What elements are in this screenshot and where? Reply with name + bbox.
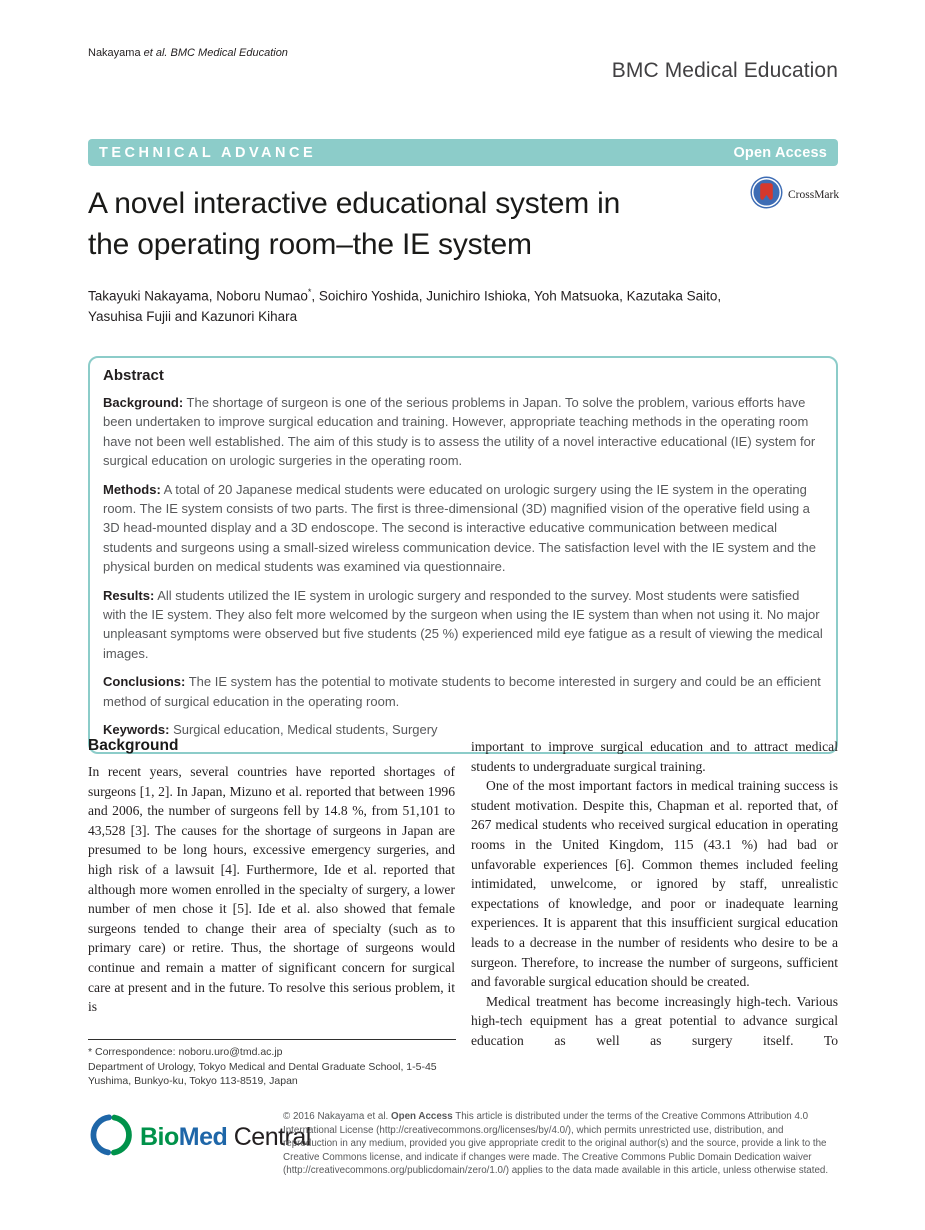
abstract-background-label: Background: bbox=[103, 395, 184, 410]
article-type-banner bbox=[88, 139, 838, 166]
author-names: Takayuki Nakayama, Noboru Numao bbox=[88, 288, 308, 304]
author-line-1 bbox=[88, 282, 721, 307]
abstract-conclusions-text: The IE system has the potential to motivate students to become interested in surgery and could be an efficient method of surgical education in the operating room. bbox=[103, 674, 821, 709]
body-paragraph: important to improve surgical education and to attract medical students to undergraduate surgical training. bbox=[471, 739, 838, 774]
logo-med: Med bbox=[178, 1123, 228, 1151]
body-paragraph: In recent years, several countries have reported shortages of surgeons [1, 2]. In Japan, Mizuno et al. reported that between 1996 and 2006, the number of surgeons fell by 14.8 %, from 51,101 to 43,528 [3]. The causes for the shortage of surgeons in Japan are presumed to be long hours, excessive emergency surgeries, and high risk of a lawsuit [4]. Furthermore, Ide et al. reported that although more women enrolled in the specialty of surgery, a lower number of men chose it [5]. Ide et al. also showed that female surgeons tended to change their area of specialty (such as to primary care) or retire. Thus, the shortage of surgeons would continue and remain a matter of significant concern for surgical care at present and in the future. To resolve this serious problem, it is bbox=[88, 764, 455, 1015]
article-title-line1: A novel interactive educational system in bbox=[88, 187, 621, 220]
crossmark-badge[interactable] bbox=[750, 176, 839, 214]
license-text: This article is distributed under the terms of the Creative Commons Attribution 4.0 International License (http://creativecommons.org/licenses/by/4.0/), which permits unrestricted use, distribution, and reproduction in any medium, provided you give appropriate credit to the original author(s) and the source, provide a link to the Creative Commons license, and indicate if changes were made. The Creative Commons Public Domain Dedication waiver (http://creativecommons.org/publicdomain/zero/1.0/) applies to the data made available in this article, unless otherwise stated. bbox=[283, 1111, 829, 1176]
citation-journal-italic: et al. BMC Medical Education bbox=[143, 47, 288, 59]
abstract-keywords-label: Keywords: bbox=[103, 722, 170, 738]
crossmark-icon bbox=[750, 176, 783, 214]
abstract-background-text: The shortage of surgeon is one of the serious problems in Japan. To solve the problem, various efforts have been undertaken to improve surgical education and training. However, appropriate teaching methods in the operating room have not been well established. The aim of this study is to assess the utility of a novel interactive educational (IE) system for surgical education on urologic surgeries in the operating room. bbox=[103, 395, 816, 469]
author-names-cont: , Soichiro Yoshida, Junichiro Ishioka, Yoh Matsuoka, Kazutaka Saito, bbox=[311, 288, 722, 304]
abstract-methods bbox=[103, 480, 823, 577]
logo-central: Central bbox=[233, 1123, 311, 1151]
abstract-methods-label: Methods: bbox=[103, 481, 161, 497]
abstract-results-text: All students utilized the IE system in urologic surgery and responded to the survey. Most students were satisfied with the IE system. They also felt more welcomed by the surgeon when using the IE system than when not using it. No major unpleasant symptoms were observed but five students (25 %) experienced mild eye fatigue as a result of viewing the medical images. bbox=[103, 587, 823, 661]
citation-author: Nakayama bbox=[88, 47, 144, 59]
correspondence-footnote bbox=[88, 1039, 456, 1089]
logo-bio: Bio bbox=[140, 1123, 179, 1151]
journal-name: BMC Medical Education bbox=[611, 59, 838, 82]
abstract-results-label: Results: bbox=[103, 587, 155, 603]
author-line-2: Yasuhisa Fujii and Kazunori Kihara bbox=[88, 308, 298, 324]
license-statement bbox=[283, 1110, 839, 1178]
biomed-central-circle-icon bbox=[88, 1112, 134, 1163]
abstract-background bbox=[103, 393, 823, 471]
author-list bbox=[88, 282, 721, 327]
body-paragraph: Medical treatment has become increasingly high-tech. Various high-tech equipment has a great potential to advance surgical education as well as surgery itself. To bbox=[471, 993, 838, 1048]
correspondence-asterisk: * bbox=[307, 287, 312, 297]
abstract-conclusions-label: Conclusions: bbox=[103, 674, 186, 690]
abstract-conclusions bbox=[103, 672, 823, 711]
abstract-box bbox=[88, 356, 838, 754]
article-title bbox=[88, 183, 620, 265]
article-title-line2: the operating room–the IE system bbox=[88, 228, 532, 261]
correspondence-line: * Correspondence: noboru.uro@tmd.ac.jp bbox=[88, 1046, 283, 1058]
body-column-left bbox=[88, 737, 455, 1017]
license-open-access: Open Access bbox=[390, 1111, 453, 1122]
abstract-keywords-text: Surgical education, Medical students, Surgery bbox=[169, 722, 438, 738]
open-access-label: Open Access bbox=[733, 144, 827, 161]
affiliation-line: Department of Urology, Tokyo Medical and Dental Graduate School, 1-5-45 Yushima, Bunkyo-ku, Tokyo 113-8519, Japan bbox=[88, 1060, 437, 1087]
abstract-results bbox=[103, 586, 823, 664]
section-heading-background: Background bbox=[88, 737, 179, 754]
article-type-label: TECHNICAL ADVANCE bbox=[99, 144, 317, 161]
running-head-citation bbox=[88, 47, 288, 59]
body-column-right bbox=[471, 737, 838, 1051]
license-copyright: © 2016 Nakayama et al. bbox=[283, 1111, 391, 1122]
body-paragraph: One of the most important factors in medical training success is student motivation. Despite this, Chapman et al. reported that, of 267 medical students who received surgical education in operating rooms in the United Kingdom, 115 (43.1 %) had bad or unfavorable experiences [6]. Common themes included feeling intimidated, unwelcome, or ignored by staff, unrealistic expectations of knowledge, and poor or inadequate learning experiences. It is apparent that this insufficient surgical education leads to a decrease in the number of residents who desire to be a surgeon. Therefore, to increase the number of surgeons, sufficient and favorable surgical education should be created. bbox=[471, 778, 838, 990]
abstract-heading: Abstract bbox=[103, 367, 164, 384]
crossmark-label: CrossMark bbox=[788, 189, 840, 201]
biomed-central-logo bbox=[88, 1112, 311, 1163]
abstract-methods-text: A total of 20 Japanese medical students were educated on urologic surgery using the IE system in the operating room. The IE system consists of two parts. The first is three-dimensional (3D) magnified vision of the operative field using a 3D head-mounted display and a 3D endoscope. The second is interactive educative communication between medical students and surgeons using a small-sized wireless communication device. The satisfaction level with the IE system and the physical burden on medical students was examined via questionnaire. bbox=[103, 481, 816, 575]
